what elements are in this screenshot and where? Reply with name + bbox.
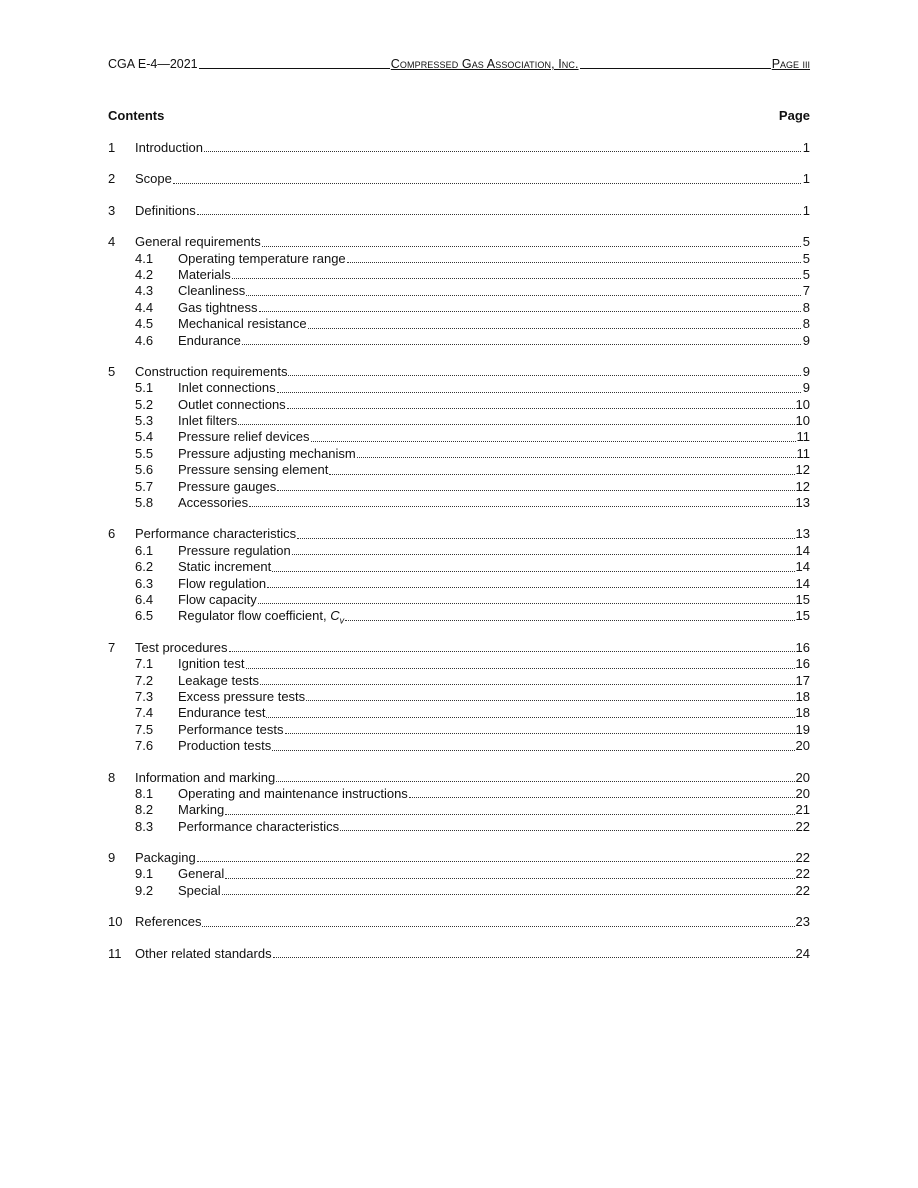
leader-dots: [246, 285, 801, 296]
section-number: 11: [108, 945, 122, 961]
toc-section: [108, 770, 810, 836]
section-title: Packaging: [135, 850, 196, 866]
leader-dots: [246, 658, 795, 669]
subsection-title-text: Production tests: [178, 738, 272, 754]
subsection-page: 22: [795, 882, 810, 898]
subsection-number: 7.3: [135, 688, 154, 704]
subsection-title: [178, 300, 258, 316]
section-page: 5: [802, 234, 810, 250]
subsection-title-text: Pressure gauges: [178, 478, 277, 494]
leader-dots: [357, 447, 796, 458]
subsection-page: 15: [795, 608, 810, 624]
subsection-number: 5.5: [135, 445, 154, 461]
subsection-number: 7.4: [135, 705, 154, 721]
subsection-title: [178, 429, 310, 445]
toc-subentry[interactable]: [108, 300, 810, 316]
header-rule: [199, 68, 390, 69]
subsection-page: 21: [795, 802, 810, 818]
subsection-title: [178, 705, 265, 721]
section-number: 5: [108, 363, 116, 379]
subsection-number: 6.5: [135, 608, 154, 624]
subsection-title: [178, 316, 307, 332]
subsection-page: 11: [796, 429, 810, 445]
toc-entry[interactable]: [108, 770, 810, 786]
toc-subentry[interactable]: [108, 462, 810, 478]
leader-dots: [242, 334, 801, 345]
subsection-number: 5.6: [135, 462, 154, 478]
subsection-title: [178, 673, 259, 689]
subsection-title: [178, 689, 305, 705]
toc-section: [108, 850, 810, 899]
header-rule: [580, 68, 771, 69]
subsection-title-text: Pressure adjusting mechanism: [178, 445, 356, 461]
section-number: 6: [108, 526, 116, 542]
subsection-page: 16: [795, 656, 810, 672]
subsection-title-text: Performance characteristics: [178, 818, 340, 834]
leader-dots: [222, 884, 795, 895]
page-column-label: Page: [778, 108, 810, 123]
subsection-number: 5.4: [135, 429, 154, 445]
subsection-title-text: Marking: [178, 802, 225, 818]
leader-dots: [306, 690, 794, 701]
toc-subentry[interactable]: [108, 446, 810, 462]
toc-subentry[interactable]: [108, 267, 810, 283]
toc-entry[interactable]: [108, 234, 810, 250]
leader-dots: [273, 947, 795, 958]
leader-dots: [225, 804, 794, 815]
toc-section: [108, 526, 810, 624]
subsection-title: [178, 802, 224, 818]
toc-subentry[interactable]: [108, 576, 810, 592]
leader-dots: [260, 674, 795, 685]
leader-dots: [197, 851, 795, 862]
contents-label: Contents: [108, 108, 165, 123]
subsection-number: 5.1: [135, 380, 154, 396]
subsection-number: 7.6: [135, 738, 154, 754]
toc-subentry[interactable]: [108, 397, 810, 413]
toc-entry[interactable]: [108, 140, 810, 156]
subsection-number: 4.3: [135, 283, 154, 299]
subsection-title-text: Outlet connections: [178, 396, 286, 412]
subsection-title: [178, 462, 328, 478]
section-title: Definitions: [135, 202, 196, 218]
leader-dots: [409, 787, 795, 798]
subsection-page: 15: [795, 591, 810, 607]
toc-subentry[interactable]: [108, 592, 810, 608]
toc-entry[interactable]: [108, 203, 810, 219]
leader-dots: [238, 414, 794, 425]
leader-dots: [202, 916, 794, 927]
toc-heading: [108, 108, 810, 123]
subsection-page: 22: [795, 818, 810, 834]
toc-subentry[interactable]: [108, 495, 810, 511]
toc-entry[interactable]: [108, 364, 810, 380]
toc-subentry[interactable]: [108, 705, 810, 721]
toc-subentry[interactable]: [108, 380, 810, 396]
leader-dots: [329, 464, 794, 475]
subsection-title-text: General: [178, 866, 225, 882]
section-page: 22: [795, 850, 810, 866]
section-number: 10: [108, 914, 123, 930]
subsection-title: [178, 559, 271, 575]
coefficient-symbol: [330, 608, 345, 626]
subsection-page: 9: [802, 332, 810, 348]
subsection-number: 9.1: [135, 866, 154, 882]
subsection-title: [178, 413, 237, 429]
section-title: Introduction: [135, 140, 203, 155]
toc-subentry[interactable]: [108, 479, 810, 495]
toc-subentry[interactable]: [108, 819, 810, 835]
subsection-page: 11: [796, 445, 810, 461]
subsection-page: 22: [795, 866, 810, 882]
leader-dots: [272, 561, 794, 572]
subsection-title: [178, 267, 231, 283]
leader-dots: [267, 577, 794, 588]
subsection-title: [178, 251, 346, 267]
leader-dots: [266, 707, 794, 718]
subsection-number: 4.6: [135, 332, 154, 348]
subsection-number: 7.5: [135, 721, 154, 737]
leader-dots: [311, 431, 796, 442]
table-of-contents: [108, 140, 810, 977]
subsection-title-text: Static increment: [178, 559, 272, 575]
leader-dots: [347, 252, 801, 263]
toc-section: [108, 234, 810, 349]
leader-dots: [249, 496, 794, 507]
subsection-number: 4.1: [135, 250, 154, 266]
leader-dots: [285, 723, 795, 734]
toc-entry[interactable]: [108, 640, 810, 656]
section-page: 9: [802, 363, 810, 379]
toc-subentry[interactable]: [108, 559, 810, 575]
subsection-title-text: Pressure regulation: [178, 542, 291, 558]
subsection-number: 6.2: [135, 559, 154, 575]
subsection-page: 14: [795, 575, 810, 591]
subsection-title: [178, 333, 241, 349]
section-number: 3: [108, 202, 116, 218]
subsection-title-text: Inlet connections: [178, 380, 276, 396]
leader-dots: [262, 236, 801, 247]
subsection-title: [178, 576, 266, 592]
toc-section: [108, 203, 810, 219]
subsection-page: 12: [795, 462, 810, 478]
subsection-number: 4.4: [135, 299, 154, 315]
subsection-page: 20: [795, 785, 810, 801]
subsection-title: [178, 446, 356, 462]
section-page: 16: [795, 639, 810, 655]
subsection-page: 13: [795, 495, 810, 511]
subsection-title: [178, 608, 344, 629]
section-title: Performance characteristics: [135, 526, 297, 542]
subsection-title-text: Gas tightness: [178, 299, 258, 315]
toc-subentry[interactable]: [108, 656, 810, 672]
section-page: 24: [795, 945, 810, 961]
subsection-number: 5.3: [135, 413, 154, 429]
toc-entry[interactable]: [108, 946, 810, 962]
leader-dots: [345, 610, 794, 621]
subsection-title-text: Endurance test: [178, 705, 266, 721]
subsection-title-text: Flow regulation: [178, 575, 267, 591]
leader-dots: [173, 173, 801, 184]
leader-dots: [308, 318, 801, 329]
leader-dots: [292, 544, 795, 555]
toc-section: [108, 364, 810, 512]
subsection-page: 18: [795, 688, 810, 704]
section-title: Information and marking: [135, 769, 276, 785]
subsection-title: [178, 397, 286, 413]
subsection-number: 4.5: [135, 316, 154, 332]
subsection-page: 19: [795, 721, 810, 737]
subsection-page: 14: [795, 559, 810, 575]
section-title: Construction requirements: [135, 363, 288, 379]
leader-dots: [258, 593, 795, 604]
subsection-title-text: Pressure sensing element: [178, 462, 329, 478]
subsection-title-text: Materials: [178, 266, 231, 282]
subsection-title-text: Endurance: [178, 332, 241, 348]
page-header: [108, 55, 810, 71]
toc-subentry[interactable]: [108, 608, 810, 624]
coefficient-letter: C: [330, 608, 340, 624]
subsection-title: [178, 380, 276, 396]
section-number: 2: [108, 171, 116, 187]
subsection-page: 7: [802, 283, 810, 299]
toc-subentry[interactable]: [108, 786, 810, 802]
subsection-number: 4.2: [135, 266, 154, 282]
subsection-title-text: Excess pressure tests: [178, 688, 306, 704]
subsection-number: 7.2: [135, 672, 154, 688]
subsection-title: [178, 656, 245, 672]
subsection-number: 5.2: [135, 396, 154, 412]
toc-subentry[interactable]: [108, 251, 810, 267]
toc-subentry[interactable]: [108, 689, 810, 705]
subsection-number: 6.1: [135, 542, 154, 558]
subsection-title: [178, 479, 276, 495]
section-title: General requirements: [135, 234, 261, 250]
section-page: 23: [795, 914, 810, 930]
subsection-title-text: Cleanliness: [178, 283, 246, 299]
subsection-page: 9: [802, 380, 810, 396]
subsection-title: [178, 786, 408, 802]
subsection-number: 6.3: [135, 575, 154, 591]
subsection-number: 9.2: [135, 882, 154, 898]
subsection-page: 14: [795, 542, 810, 558]
toc-subentry[interactable]: [108, 722, 810, 738]
subsection-page: 17: [795, 672, 810, 688]
subsection-page: 10: [795, 413, 810, 429]
subsection-page: 10: [795, 396, 810, 412]
toc-entry[interactable]: [108, 526, 810, 542]
coefficient-subscript: v: [339, 615, 345, 626]
toc-entry[interactable]: [108, 850, 810, 866]
subsection-title-text: Operating and maintenance instructions: [178, 785, 408, 801]
publisher-name: Compressed Gas Association, Inc.: [390, 57, 579, 71]
section-page: 1: [802, 202, 810, 218]
subsection-number: 8.1: [135, 785, 154, 801]
toc-section: [108, 140, 810, 156]
toc-section: [108, 914, 810, 930]
toc-subentry[interactable]: [108, 673, 810, 689]
section-number: 9: [108, 850, 116, 866]
toc-subentry[interactable]: [108, 413, 810, 429]
document-id: CGA E-4—2021: [108, 57, 198, 71]
subsection-title-text: Pressure relief devices: [178, 429, 310, 445]
subsection-number: 8.2: [135, 802, 154, 818]
toc-subentry[interactable]: [108, 543, 810, 559]
toc-entry[interactable]: [108, 914, 810, 930]
section-page: 20: [795, 769, 810, 785]
subsection-title: [178, 883, 221, 899]
subsection-title-text: Special: [178, 882, 221, 898]
toc-subentry[interactable]: [108, 333, 810, 349]
subsection-title: [178, 592, 257, 608]
section-title: References: [135, 914, 202, 930]
subsection-page: 8: [802, 299, 810, 315]
section-title: Test procedures: [135, 639, 228, 655]
subsection-number: 6.4: [135, 591, 154, 607]
toc-section: [108, 946, 810, 962]
leader-dots: [276, 771, 794, 782]
subsection-title: [178, 722, 284, 738]
leader-dots: [229, 641, 795, 652]
subsection-number: 5.8: [135, 495, 154, 511]
section-number: 4: [108, 234, 116, 250]
toc-section: [108, 171, 810, 187]
toc-subentry[interactable]: [108, 429, 810, 445]
subsection-title: [178, 495, 248, 511]
leader-dots: [225, 868, 794, 879]
subsection-number: 7.1: [135, 656, 154, 672]
subsection-title-text: Inlet filters: [178, 413, 238, 429]
toc-entry[interactable]: [108, 171, 810, 187]
leader-dots: [197, 204, 801, 215]
section-number: 7: [108, 639, 116, 655]
leader-dots: [287, 398, 795, 409]
subsection-title: [178, 819, 339, 835]
subsection-title-text: Leakage tests: [178, 672, 259, 688]
leader-dots: [277, 480, 794, 491]
leader-dots: [272, 740, 794, 751]
leader-dots: [204, 141, 801, 152]
leader-dots: [297, 528, 794, 539]
toc-subentry[interactable]: [108, 802, 810, 818]
toc-subentry[interactable]: [108, 738, 810, 754]
toc-section: [108, 640, 810, 755]
leader-dots: [232, 268, 801, 279]
leader-dots: [288, 365, 801, 376]
toc-subentry[interactable]: [108, 316, 810, 332]
leader-dots: [259, 301, 802, 312]
toc-subentry[interactable]: [108, 866, 810, 882]
section-number: 8: [108, 769, 116, 785]
subsection-page: 20: [795, 738, 810, 754]
subsection-page: 5: [802, 250, 810, 266]
section-title: Other related standards: [135, 945, 272, 961]
subsection-page: 8: [802, 316, 810, 332]
subsection-title-text: Mechanical resistance: [178, 316, 307, 332]
subsection-title-text: Performance tests: [178, 721, 284, 737]
section-page: 1: [802, 140, 810, 155]
page-number: Page iii: [771, 57, 811, 71]
subsection-title: [178, 866, 224, 882]
subsection-title-text: Operating temperature range: [178, 250, 346, 266]
subsection-number: 8.3: [135, 818, 154, 834]
subsection-title: [178, 543, 291, 559]
subsection-page: 18: [795, 705, 810, 721]
subsection-title: [178, 738, 271, 754]
leader-dots: [340, 820, 794, 831]
subsection-title: [178, 283, 245, 299]
section-page: 1: [802, 171, 810, 187]
subsection-title-text: Regulator flow coefficient,: [178, 608, 331, 624]
toc-subentry[interactable]: [108, 883, 810, 899]
toc-subentry[interactable]: [108, 283, 810, 299]
subsection-title-text: Accessories: [178, 495, 249, 511]
leader-dots: [277, 382, 801, 393]
subsection-page: 12: [795, 478, 810, 494]
subsection-page: 5: [802, 266, 810, 282]
subsection-title-text: Ignition test: [178, 656, 245, 672]
section-page: 13: [795, 526, 810, 542]
section-title: Scope: [135, 171, 172, 187]
subsection-title-text: Flow capacity: [178, 591, 257, 607]
subsection-number: 5.7: [135, 478, 154, 494]
section-number: 1: [108, 140, 116, 155]
